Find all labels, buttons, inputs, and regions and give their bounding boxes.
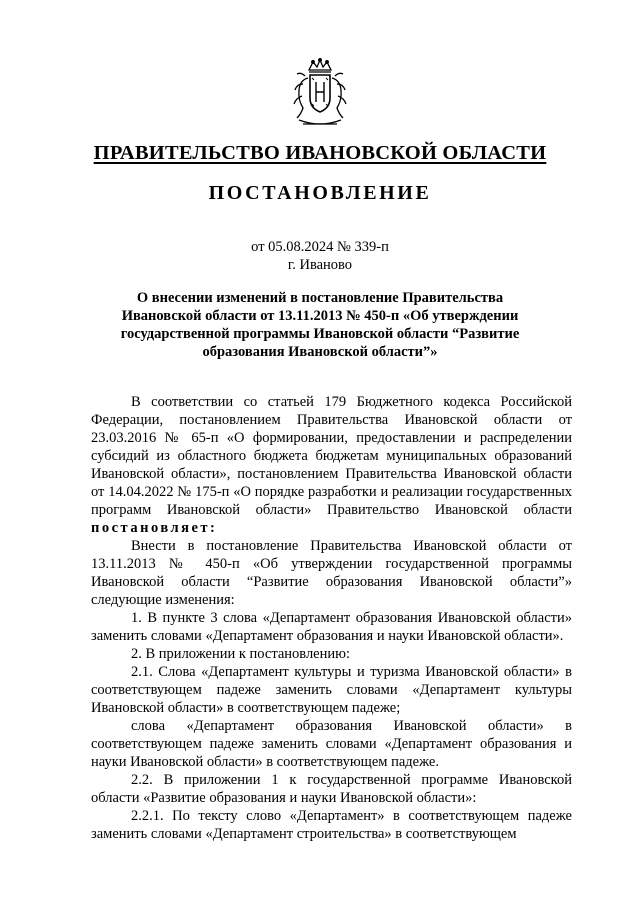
document-body	[91, 393, 572, 843]
document-place: г. Иваново	[287, 257, 353, 273]
government-title: ПРАВИТЕЛЬСТВО ИВАНОВСКОЙ ОБЛАСТИ	[93, 142, 547, 164]
document-subject: О внесении изменений в постановление Правительства Ивановской области от 13.11.2013 № 450-п «Об утверждении государственной программы Ивановской области “Развитие образования Ивановской области”»	[120, 290, 520, 360]
paragraph-item-2: 2. В приложении к постановлению:	[131, 646, 351, 662]
paragraph-item-1: 1. В пункте 3 слова «Департамент образования Ивановской области» заменить словами «Департамент образования и науки Ивановской области».	[91, 610, 572, 644]
coat-of-arms-icon	[289, 58, 351, 130]
paragraph-preamble	[91, 393, 572, 537]
paragraph-amend-intro: Внести в постановление Правительства Ивановской области от 13.11.2013 № 450-п «Об утверждении государственной программы Ивановской области “Развитие образования Ивановской области”» следующие изменения:	[91, 538, 572, 608]
preamble-text: В соответствии со статьей 179 Бюджетного кодекса Российской Федерации, постановлением Правительства Ивановской области от 23.03.2016 № 65-п «О формировании, предоставлении и распределении субсидий из областного бюджета бюджетам муниципальных образований Ивановской области», постановлением Правительства Ивановской области от 14.04.2022 № 175-п «О порядке разработки и реализации государственных программ Ивановской области» Правительство Ивановской области	[91, 394, 572, 518]
paragraph-item-2-1-cont: слова «Департамент образования Ивановской области» в соответствующем падеже заменить словами «Департамент образования и науки Ивановской области» в соответствующем падеже.	[91, 718, 572, 770]
paragraph-item-2-2: 2.2. В приложении 1 к государственной программе Ивановской области «Развитие образования и науки Ивановской области»:	[91, 772, 572, 806]
paragraph-item-2-2-1: 2.2.1. По тексту слово «Департамент» в соответствующем падеже заменить словами «Департамент строительства» в соответствующем	[91, 808, 572, 842]
document-type: ПОСТАНОВЛЕНИЕ	[208, 182, 432, 204]
decree-word: постановляет:	[91, 520, 218, 536]
paragraph-item-2-1: 2.1. Слова «Департамент культуры и туризма Ивановской области» в соответствующем падеже заменить словами «Департамент культуры Ивановской области» в соответствующем падеже;	[91, 664, 572, 716]
document-date-number: от 05.08.2024 № 339-п	[251, 239, 389, 255]
